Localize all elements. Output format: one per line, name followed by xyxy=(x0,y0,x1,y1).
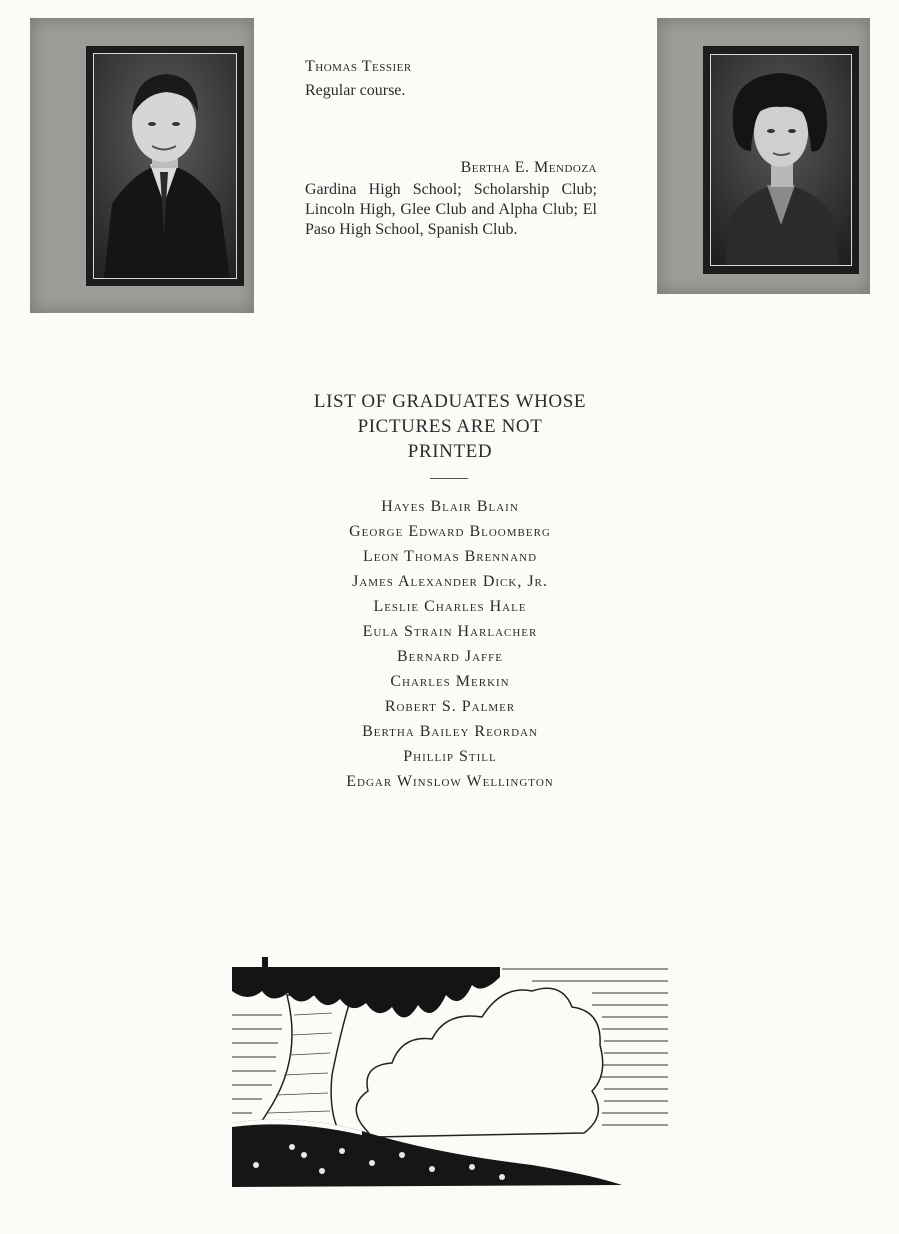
portrait-photo xyxy=(93,53,237,279)
list-item: Charles Merkin xyxy=(390,673,510,690)
graduate-name: Thomas Tessier xyxy=(305,58,412,75)
entry-tessier xyxy=(305,55,625,103)
list-item: Edgar Winslow Wellington xyxy=(346,773,554,790)
list-item: Eula Strain Harlacher xyxy=(362,623,538,640)
list-item: Leon Thomas Brennand xyxy=(362,548,538,565)
portrait-photo xyxy=(710,54,852,266)
list-title xyxy=(250,389,650,464)
list-title-line: PICTURES ARE NOT xyxy=(357,416,543,437)
list-item: Leslie Charles Hale xyxy=(373,598,527,615)
portrait-frame xyxy=(86,46,244,286)
landscape-illustration xyxy=(232,955,668,1187)
list-item: Hayes Blair Blain xyxy=(381,498,519,515)
list-item: James Alexander Dick, Jr. xyxy=(352,573,548,590)
portrait-tessier xyxy=(30,18,254,313)
list-item: Robert S. Palmer xyxy=(384,698,516,715)
graduate-description: Gardina High School; Scholarship Club; Lincoln High, Glee Club and Alpha Club; El Paso High School, Spanish Club. xyxy=(305,181,597,238)
list-item: Phillip Still xyxy=(403,748,497,765)
portrait-frame xyxy=(703,46,859,274)
list-item: Bertha Bailey Reordan xyxy=(362,723,538,740)
list-item: Bernard Jaffe xyxy=(396,648,504,665)
graduate-description: Regular course. xyxy=(305,82,406,99)
list-item: George Edward Bloomberg xyxy=(349,523,551,540)
list-title-line: LIST OF GRADUATES WHOSE xyxy=(313,391,587,412)
title-divider xyxy=(430,478,468,479)
graduate-name: Bertha E. Mendoza xyxy=(460,159,597,176)
portrait-mendoza xyxy=(657,18,870,294)
entry-mendoza xyxy=(305,158,597,240)
list-title-line: PRINTED xyxy=(407,441,493,462)
graduate-list xyxy=(250,494,650,794)
